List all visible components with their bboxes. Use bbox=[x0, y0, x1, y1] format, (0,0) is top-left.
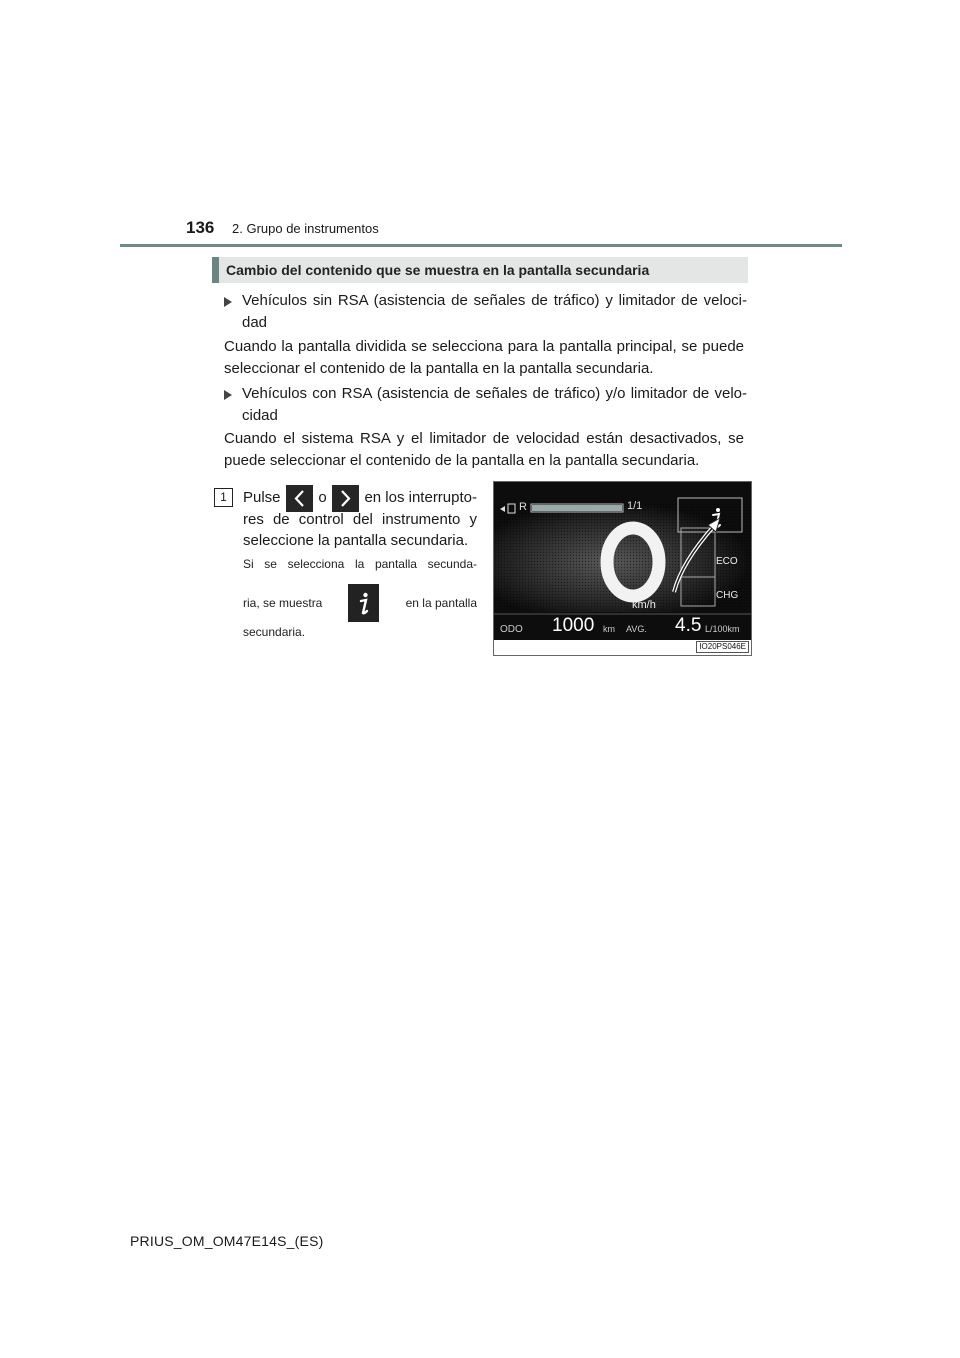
header-rule bbox=[120, 244, 842, 247]
info-icon bbox=[348, 584, 379, 622]
section-title: Cambio del contenido que se muestra en la pantalla secundaria bbox=[226, 262, 650, 278]
step-line-3: seleccione la pantalla secundaria. bbox=[243, 532, 469, 549]
page-number: 136 bbox=[186, 218, 215, 237]
dashboard-screen bbox=[494, 482, 751, 640]
bullet-without-rsa-text: Vehículos sin RSA (asistencia de señales de tráfico) y limitador de veloci- dad bbox=[242, 292, 747, 331]
paragraph-rsa-off: Cuando el sistema RSA y el limitador de velocidad están desactivados, se puede seleccionar el contenido de la pantalla en la pantalla secundaria. bbox=[224, 430, 744, 469]
bullet-triangle-icon bbox=[224, 390, 232, 400]
bullet-without-rsa bbox=[224, 290, 747, 334]
document-code: PRIUS_OM_OM47E14S_(ES) bbox=[130, 1233, 324, 1249]
fuel-gauge-fill bbox=[532, 505, 622, 511]
speed-unit: km/h bbox=[632, 599, 656, 611]
step-line-2: res de control del instrumento y bbox=[243, 511, 477, 528]
eco-label: ECO bbox=[716, 556, 738, 567]
odo-label: ODO bbox=[500, 624, 523, 635]
step-instruction bbox=[243, 486, 477, 552]
dashboard-figure bbox=[493, 481, 752, 656]
note-pre: ria, se muestra bbox=[243, 596, 323, 610]
section-heading-accent bbox=[212, 257, 219, 283]
bullet-with-rsa bbox=[224, 383, 747, 427]
bullet-with-rsa-text: Vehículos con RSA (asistencia de señales de tráfico) y/o limitador de velo- cidad bbox=[242, 385, 747, 424]
gear-indicator: R bbox=[519, 501, 527, 513]
chevron-left-icon bbox=[286, 485, 313, 512]
step-post: en los interrupto- bbox=[364, 489, 477, 506]
avg-unit: L/100km bbox=[705, 624, 740, 634]
step-or: o bbox=[318, 489, 327, 506]
figure-code: IO20PS046E bbox=[696, 641, 749, 653]
note-line-3: secundaria. bbox=[243, 625, 306, 639]
odo-unit: km bbox=[603, 624, 615, 634]
chg-label: CHG bbox=[716, 590, 739, 601]
dashboard-graphic bbox=[494, 482, 751, 640]
paragraph-split-screen: Cuando la pantalla dividida se selecciona para la pantalla principal, se puede seleccionar el contenido de la pantalla en la pantalla secundaria. bbox=[224, 338, 744, 377]
fuel-fraction: 1/1 bbox=[627, 500, 643, 512]
chapter-title: 2. Grupo de instrumentos bbox=[232, 221, 379, 236]
section-heading bbox=[212, 257, 748, 283]
note-line-1: Si se selecciona la pantalla secunda- bbox=[243, 557, 477, 571]
odo-value: 1000 bbox=[552, 615, 595, 636]
info-dot bbox=[716, 508, 720, 512]
note-line-2 bbox=[243, 584, 477, 622]
step-number: 1 bbox=[214, 488, 233, 507]
note-post: en la pantalla bbox=[405, 596, 477, 610]
bullet-triangle-icon bbox=[224, 297, 232, 307]
chevron-right-icon bbox=[332, 485, 359, 512]
avg-value: 4.5 bbox=[675, 615, 702, 636]
step-pulse: Pulse bbox=[243, 489, 281, 506]
step-line-1 bbox=[243, 486, 477, 510]
avg-label: AVG. bbox=[626, 624, 647, 634]
